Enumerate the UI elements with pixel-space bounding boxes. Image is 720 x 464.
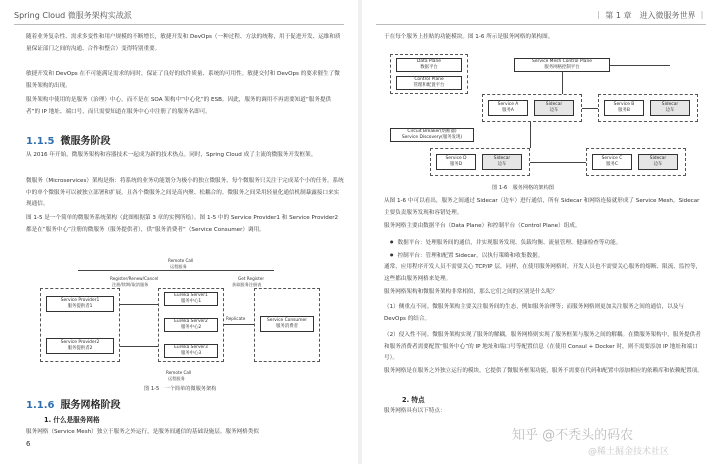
eureka1-label: Eureka Server1 [174, 293, 208, 298]
connector [582, 108, 598, 109]
section-number: 1.1.6 [26, 400, 55, 411]
sidecar-label: Sidecar [661, 102, 679, 107]
service-a-cn: 服务A [502, 108, 514, 113]
right-page [362, 0, 720, 464]
header-divider [14, 24, 344, 25]
paragraph: 从 2016 年开始，微服务架构和容器技术一起成为新的技术热点。同时，Spring Cloud 成了主流的微服务开发框架。 [26, 152, 317, 158]
remote-call-top-label: Remote Call [168, 258, 194, 263]
remote-call-top-cn: 远程服务 [170, 264, 187, 269]
section-heading-1-1-5 [26, 132, 110, 147]
eureka-server-3 [164, 344, 218, 358]
connector [530, 122, 531, 148]
service-a-label: Service A [497, 102, 519, 107]
circuit-breaker-label: Circuit Breaker(熔断器) [407, 129, 457, 134]
figure-1-5 [40, 258, 322, 368]
sidecar-a [534, 100, 574, 116]
sidecar-cn: 边车 [549, 108, 559, 113]
service-a [488, 100, 528, 116]
eureka2-cn: 服务中心2 [180, 325, 202, 330]
figure-caption: 图 1-5 一个简单的微服务架构 [144, 386, 217, 392]
paragraph: 于在每个服务上挂贴的功能模块。图 1-6 所示是服务网格的架构图。 [384, 34, 554, 40]
section-number: 1.1.5 [26, 136, 55, 147]
paragraph: 随着业务复杂性、需求多变性和用户规模的不断增长，敏捷开发和 DevOps（一种过程、方法的统称，用于促进开发、运维和质量保证部门之间的沟通、合作和整合）变得特别重要。 [26, 34, 341, 52]
watermark: 知乎 @不秃头的码农 [512, 428, 634, 443]
control-plane-label: Control Plane [414, 77, 444, 82]
bullet-item: ● 数据平台：处理服务间的通信，并实现服务发现、负载均衡、流量管理、健康检查等功能。 [390, 236, 706, 249]
service-b [604, 100, 644, 116]
service-d [436, 154, 476, 170]
remote-call-bottom-label: Remote Call [166, 370, 192, 375]
paragraph: 服务网格架构和微服务架构非常相似，那么它们之间的区别是什么呢？ [384, 289, 558, 295]
subheading: 1. 什么是服务网格 [44, 416, 100, 424]
register-cn: 注册/续期/取消服务 [112, 282, 149, 287]
service-consumer [260, 316, 314, 332]
service-provider-2 [46, 338, 114, 354]
service-d-cn: 服务D [449, 162, 463, 167]
paragraph: 从图 1-6 中可以看出，服务之间通过 Sidecar（边车）进行通信，所有 Sidecar 和网络连接就形成了 Service Mesh。Sidecar 主要负责服务发现和容错处理。 [384, 198, 700, 216]
mesh-control-label: Service Mesh Control Plane [532, 59, 592, 64]
consumer-label: Service Consumer [266, 318, 307, 323]
bullet-item: ● 控制平台：管理和配置 Sidecar，以执行策略和收集数据。 [390, 249, 706, 262]
service-b-cn: 服务B [618, 108, 630, 113]
control-plane-cn: 管理和配置平台 [413, 83, 445, 88]
eureka-server-1 [164, 292, 218, 306]
paragraph: （2）侵入性不同。微服务架构实现了服务的解耦，服务网格则实现了服务框架与服务之间的解耦。在微服务架构中，服务提供者和服务消费者需要配置“服务中心”的 IP 地址和端口号等配置信息（在使用 Consul + Docker 时，则不需要添加 IP 地址和端口号）。 [384, 332, 701, 361]
header-divider [376, 24, 706, 25]
section-title: 微服务阶段 [60, 136, 111, 147]
paragraph: 服务架构中使用的是服务（治理）中心，而不是在 SOA 架构中“中心化”的 ESB。因此，服务的调用不再需要知道“服务提供者”的 IP 地址、端口号，而只需要知道在服务中心中注册了的服务名即可。 [26, 97, 332, 115]
sidecar-label: Sidecar [545, 102, 563, 107]
get-register-cn: 获取服务注册表 [232, 282, 262, 287]
section-heading-1-1-6 [26, 396, 120, 411]
sidecar-cn: 边车 [665, 108, 675, 113]
provider1-label: Service Provider1 [60, 298, 100, 303]
provider1-cn: 服务提供者1 [67, 304, 93, 309]
service-c [592, 154, 632, 170]
control-plane-box [396, 76, 462, 90]
mesh-control-plane-box [514, 58, 610, 72]
data-plane-box [396, 58, 462, 72]
figure-caption: 图 1-6 服务网格的架构图 [492, 185, 554, 191]
left-page [0, 0, 358, 464]
paragraph: 服务网格（Service Mesh）独立于服务之外运行，是服务间通信的基础设施层。服务网格类似 [26, 429, 259, 435]
connector [610, 65, 670, 66]
connector [224, 324, 254, 325]
circuit-discovery-box [390, 128, 474, 142]
eureka1-cn: 服务中心1 [180, 299, 202, 304]
connector [78, 270, 274, 271]
eureka-server-2 [164, 318, 218, 332]
sidecar-label: Sidecar [649, 156, 667, 161]
sidecar-c [638, 154, 678, 170]
provider2-cn: 服务提供者2 [67, 346, 93, 351]
paragraph: 微服务（Microservices）架构是指：将系统的业务功能划分为极小的独立微服务，每个微服务只关注于完成某个小的任务。系统中的单个微服务可以被独立部署和扩展，且各个微服务之间是高内聚、松耦合的。微服务之间采用轻量化通信机制暴露接口来实现通信。 [26, 178, 344, 207]
paragraph: 敏捷开发和 DevOps 在不可能满足需求的同时，保证了良好的软件质量、系统的可用性。敏捷交付和 DevOps 的要求催生了微服务架构的出现。 [26, 71, 340, 89]
mesh-control-cn: 服务网格控制平台 [544, 65, 580, 70]
connector [562, 72, 563, 94]
consumer-cn: 服务消费者 [276, 324, 298, 329]
page-number: 6 [26, 440, 31, 448]
remote-call-bottom-cn: 远程服务 [168, 376, 185, 381]
data-plane-label: Data Plane [417, 59, 441, 64]
eureka3-label: Eureka Server3 [174, 345, 208, 350]
eureka3-cn: 服务中心3 [180, 351, 202, 356]
service-d-label: Service D [445, 156, 467, 161]
eureka2-label: Eureka Server2 [174, 319, 208, 324]
watermark-secondary: @稀土掘金技术社区 [588, 447, 670, 457]
service-provider-1 [46, 296, 114, 312]
connector [120, 304, 158, 305]
replicate-label: Replicate [226, 316, 246, 321]
paragraph: 服务网格主要由数据平台（Data Plane）和控制平台（Control Plane）组成。 [384, 223, 581, 229]
sidecar-cn: 边车 [497, 162, 507, 167]
paragraph: （1）侧重点不同。微服务架构主要关注服务间的生态，例如服务治理等；而服务网格则更加关注服务之间的通信，以及与 DevOps 的结合。 [384, 304, 685, 322]
subheading: 2. 特点 [402, 396, 425, 404]
sidecar-label: Sidecar [493, 156, 511, 161]
right-running-header: ｜ 第 1 章 进入微服务世界 ｜ [594, 11, 706, 20]
paragraph: 图 1-5 是一个简单的微服务系统架构（此图根据第 3 章的实例所绘）。图 1-5 中的 Service Provider1 和 Service Provider2 都是在“服务中心”注册的微服务（服务提供者），供“服务消费者”（Service Consumer）调用。 [26, 215, 339, 233]
sidecar-b [650, 100, 690, 116]
register-label: Register/Renew/Cancel [110, 276, 159, 281]
paragraph: 通常，应用程序开发人员不需要关心 TCP/IP 层。同样，在使用服务网格时，开发人员也不需要关心服务的熔断、限流、监控等，这些都由服务网格来处理。 [384, 264, 702, 282]
service-c-cn: 服务C [606, 162, 618, 167]
provider2-label: Service Provider2 [60, 340, 100, 345]
paragraph: 服务网格是在服务之外独立运行的模块，它提供了微服务框架功能，服务不需要在代码和配置中添加相应的依赖库和依赖配置项。 [384, 368, 703, 374]
connector [530, 162, 586, 163]
service-discovery-label: Service Discovery(服务发现) [401, 135, 463, 140]
sidecar-d [482, 154, 522, 170]
paragraph: 服务网格具有以下特点： [384, 408, 446, 414]
section-title: 服务网格阶段 [60, 400, 121, 411]
figure-1-6 [390, 54, 700, 182]
left-running-header: Spring Cloud 微服务架构实战派 [14, 11, 132, 20]
service-c-label: Service C [601, 156, 623, 161]
sidecar-cn: 边车 [653, 162, 663, 167]
connector [120, 346, 158, 347]
data-plane-cn: 数据平台 [420, 65, 438, 70]
service-b-label: Service B [613, 102, 635, 107]
get-register-label: Get Register [238, 276, 265, 281]
